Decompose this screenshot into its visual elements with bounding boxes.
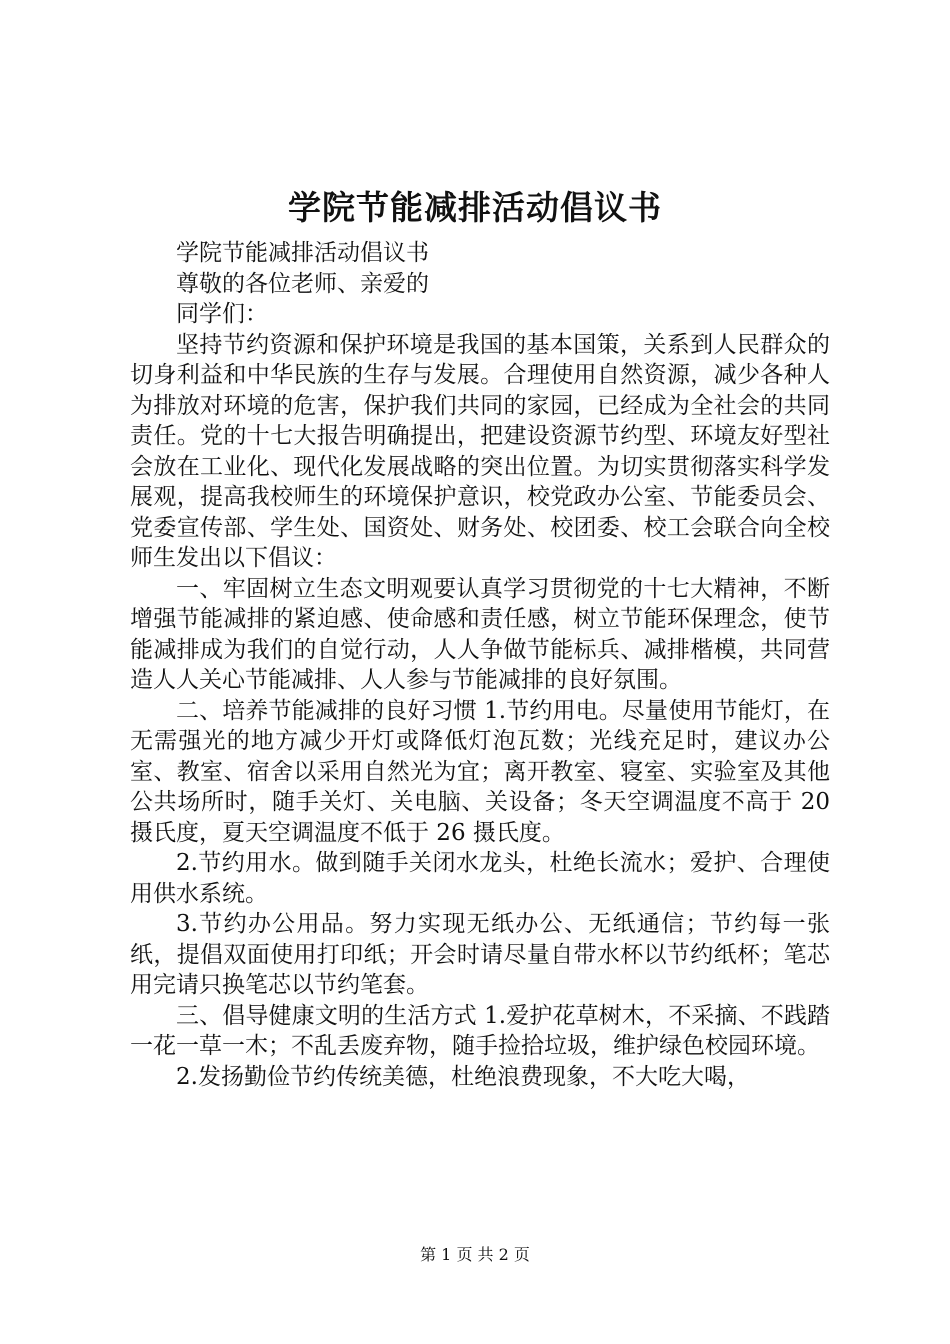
page-footer: 第 1 页 共 2 页 [420,1245,530,1264]
paragraph-section-two: 二、培养节能减排的良好习惯 1.节约用电。尽量使用节能灯，在无需强光的地方减少开灯或降低灯泡瓦数；光线充足时，建议办公室、教室、宿舍以采用自然光为宜；离开教室、寝室、实验室及其他公共场所时，随手关灯、关电脑、关设备；冬天空调温度不高于 20 摄氏度，夏天空调温度不低于 26 摄氏度。 [130,697,830,846]
paragraph-salutation-line-2: 同学们： [176,301,268,327]
paragraph-item-water: 2.节约用水。做到随手关闭水龙头，杜绝长流水；爱护、合理使用供水系统。 [130,850,830,907]
document-body [130,238,830,1092]
paragraph-item-office-supplies: 3.节约办公用品。努力实现无纸办公、无纸通信；节约每一张纸，提倡双面使用打印纸；开会时请尽量自带水杯以节约纸杯；笔芯用完请只换笔芯以节约笔套。 [130,911,830,998]
paragraph-salutation-line-1: 尊敬的各位老师、亲爱的 [176,270,429,297]
paragraph-section-one: 一、牢固树立生态文明观要认真学习贯彻党的十七大精神，不断增强节能减排的紧迫感、使命感和责任感，树立节能环保理念，使节能减排成为我们的自觉行动，人人争做节能标兵、减排楷模，共同营造人人关心节能减排、人人参与节能减排的良好氛围。 [130,575,830,693]
paragraph-item-frugality: 2.发扬勤俭节约传统美德，杜绝浪费现象，不大吃大喝， [176,1063,750,1090]
paragraph-intro: 坚持节约资源和保护环境是我国的基本国策，关系到人民群众的切身利益和中华民族的生存与发展。合理使用自然资源，减少各种人为排放对环境的危害，保护我们共同的家园，已经成为全社会的共同责任。党的十七大报告明确提出，把建设资源节约型、环境友好型社会放在工业化、现代化发展战略的突出位置。为切实贯彻落实科学发展观，提高我校师生的环境保护意识，校党政办公室、节能委员会、党委宣传部、学生处、国资处、财务处、校团委、校工会联合向全校师生发出以下倡议： [130,331,830,571]
document-title: 学院节能减排活动倡议书 [288,188,662,227]
paragraph-heading-repeat: 学院节能减排活动倡议书 [176,240,429,266]
paragraph-section-three: 三、倡导健康文明的生活方式 1.爱护花草树木，不采摘、不践踏一花一草一木；不乱丢废弃物，随手捡拾垃圾，维护绿色校园环境。 [130,1002,830,1059]
